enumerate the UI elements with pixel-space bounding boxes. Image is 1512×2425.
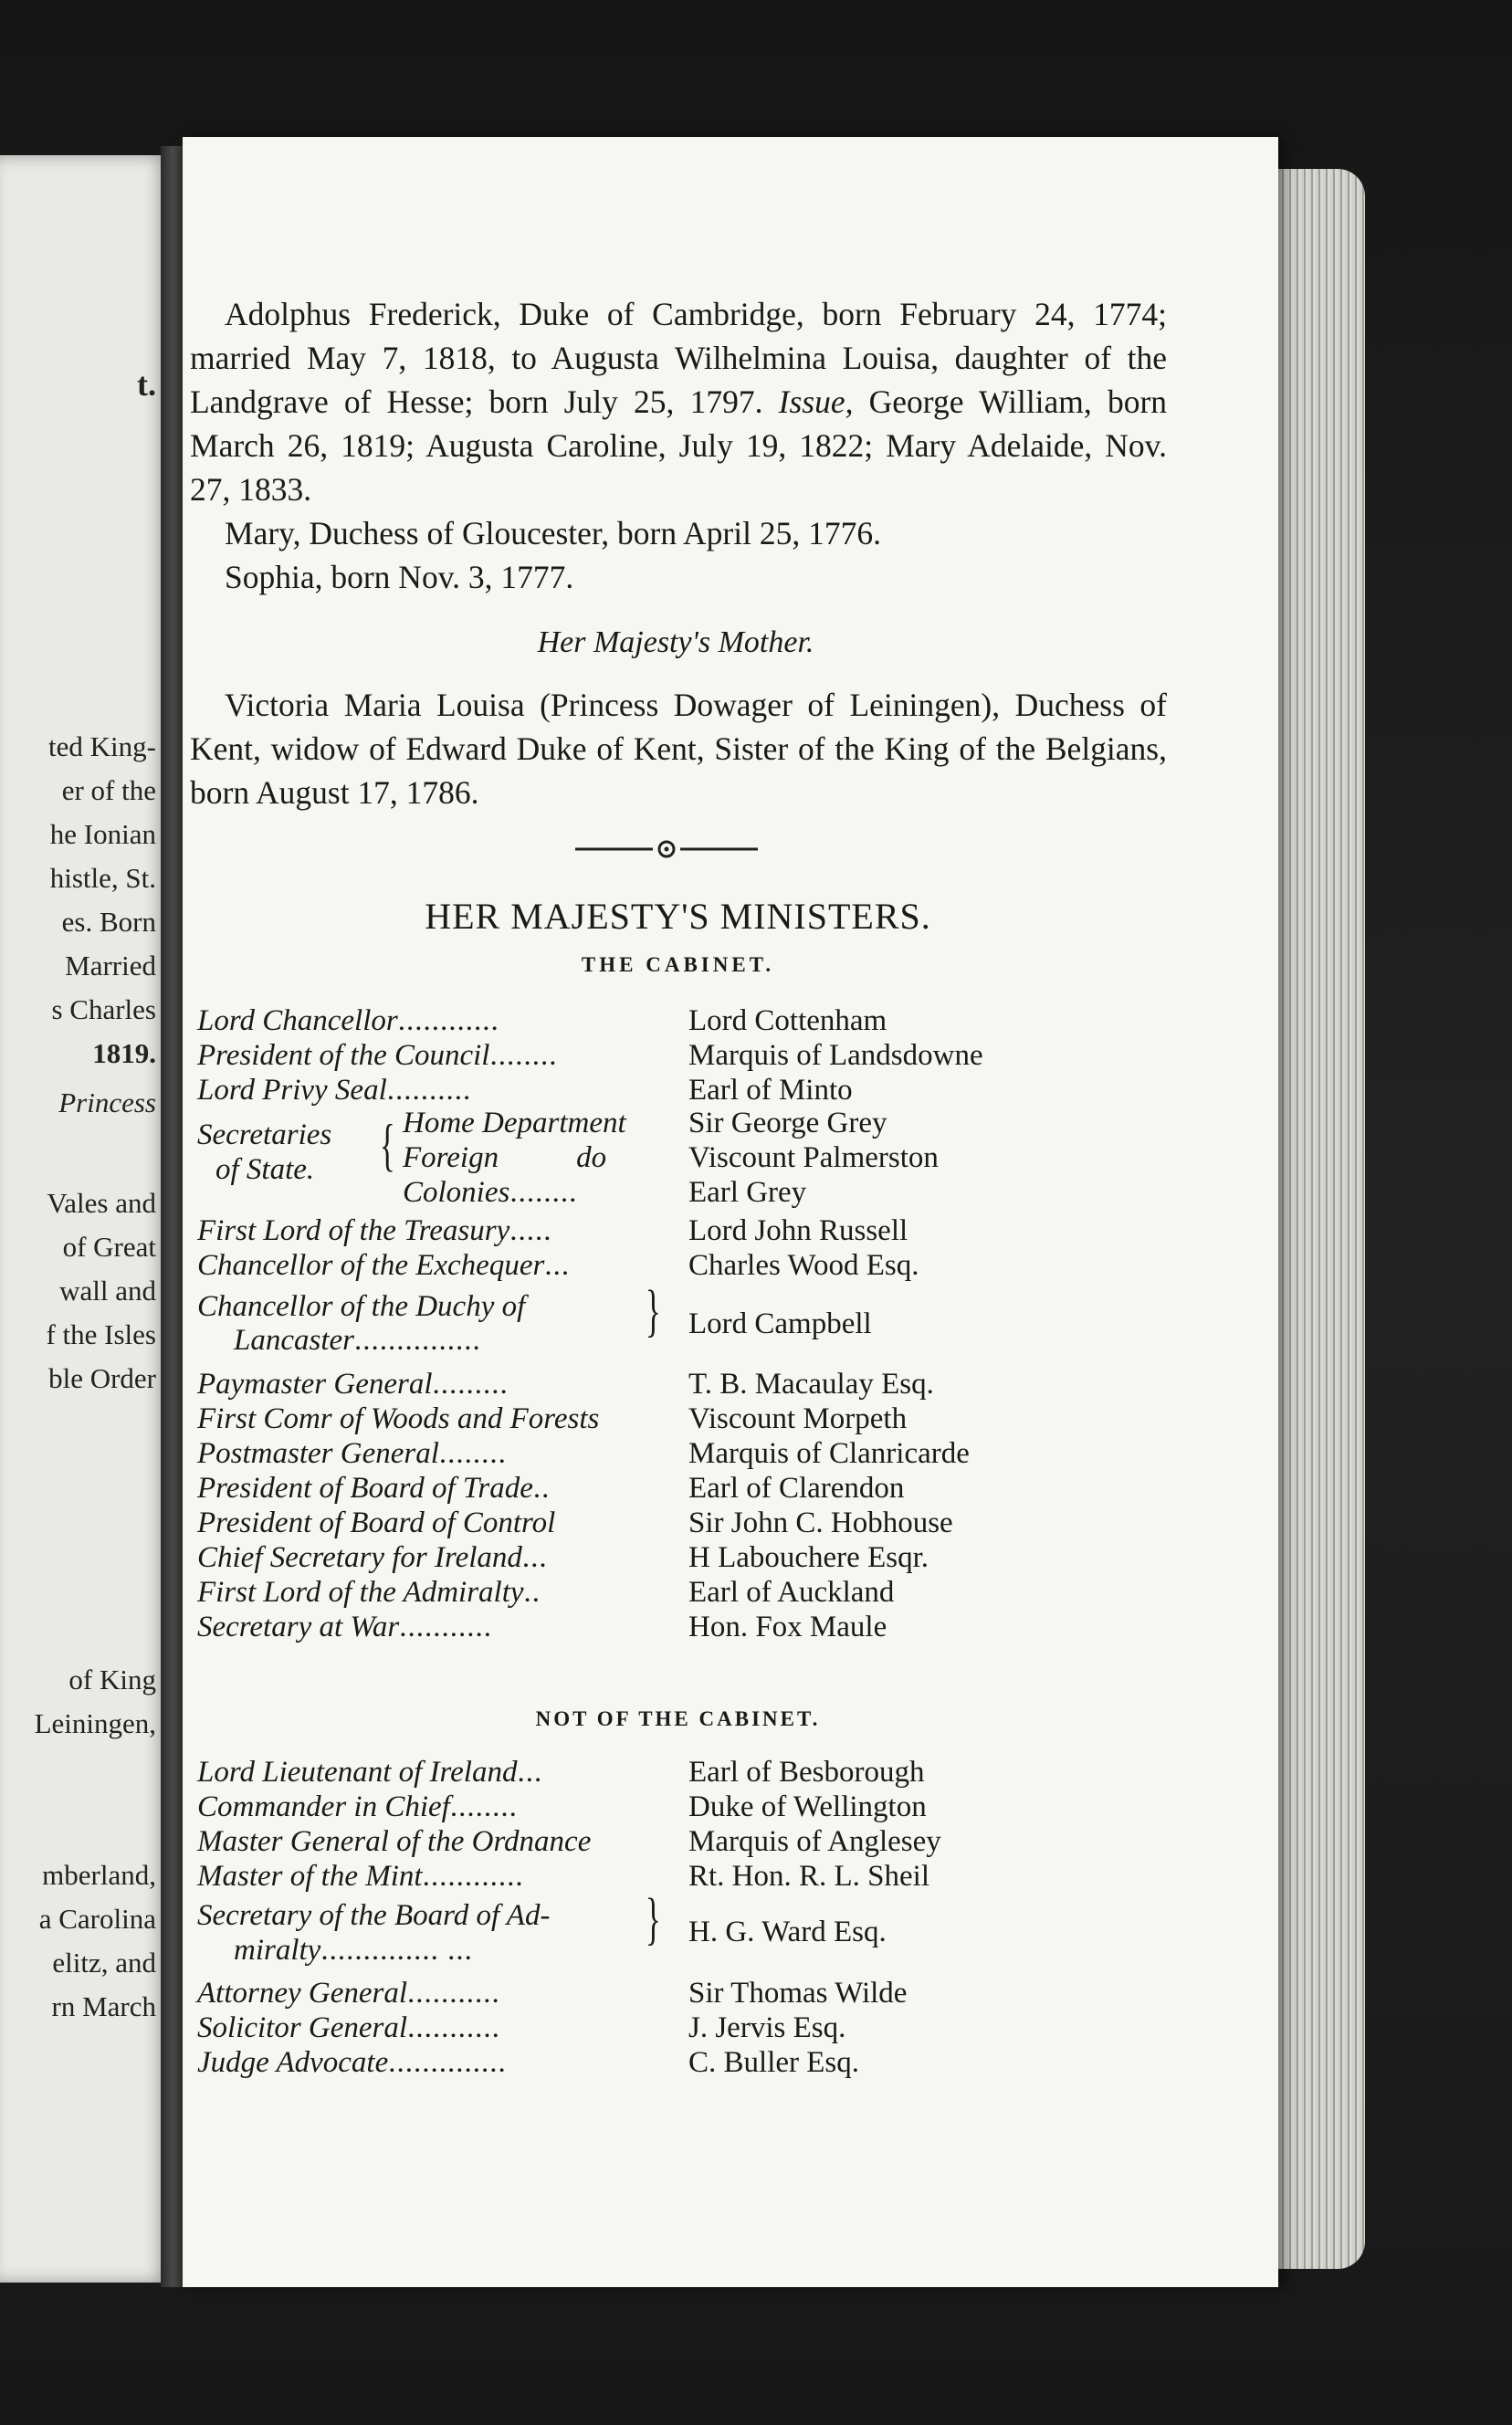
book-page xyxy=(183,137,1278,2287)
left-page-line: Vales and xyxy=(47,1187,156,1219)
leader-dots: .. xyxy=(532,1472,551,1505)
paragraph-duchess-of-kent xyxy=(190,683,1167,814)
cabinet-heading: THE CABINET. xyxy=(581,953,775,976)
secretaries-label-line1: Secretaries xyxy=(197,1118,332,1151)
office-holder: Viscount Morpeth xyxy=(688,1402,908,1435)
office-holder: Marquis of Clanricarde xyxy=(688,1437,970,1470)
office-holder: Earl of Minto xyxy=(688,1074,853,1107)
office-holder: Charles Wood Esq. xyxy=(688,1249,919,1282)
paragraph-mary xyxy=(190,511,1167,555)
cambridge-text: Adolphus Frederick, Duke of Cambridge, born February 24, 1774; married May 7, 1818, to Augusta Wilhelmina Louisa, daughter of the Landgrave of Hesse; born July 25, 1797. xyxy=(190,296,1167,420)
office-name: Secretary at War xyxy=(197,1611,400,1643)
brace: { xyxy=(645,1893,661,1958)
left-page-line: f the Isles xyxy=(46,1318,156,1350)
office-name: First Lord of the Treasury xyxy=(197,1214,510,1247)
office-holder: Lord John Russell xyxy=(688,1214,908,1247)
leader-dots: .............. xyxy=(388,2046,507,2079)
office-name: Lord Chancellor xyxy=(197,1004,398,1037)
brace: { xyxy=(645,1285,661,1349)
left-page-line: mberland, xyxy=(42,1859,156,1891)
non-cabinet-row xyxy=(197,1790,1183,1825)
office-name: Master General of the Ordnance xyxy=(197,1825,592,1858)
office-holder: Duke of Wellington xyxy=(688,1790,927,1823)
leader-dots: ........ xyxy=(449,1790,518,1823)
left-page-line: er of the xyxy=(61,774,156,806)
left-page-line: wall and xyxy=(59,1275,156,1307)
office-holder: J. Jervis Esq. xyxy=(688,2011,846,2044)
brace: { xyxy=(379,1112,395,1177)
office-name: President of the Council xyxy=(197,1039,490,1072)
office-name: Solicitor General xyxy=(197,2011,408,2044)
office-name: First Comr of Woods and Forests xyxy=(197,1402,600,1435)
office-holder: Rt. Hon. R. L. Sheil xyxy=(688,1860,930,1893)
cambridge-issue-text: George William, born March 26, 1819; Augusta Caroline, July 19, 1822; Mary Adelaide, Nov. 27, 1833. xyxy=(190,383,1168,508)
cabinet-row xyxy=(197,1576,1183,1611)
cabinet-row xyxy=(197,1214,1183,1249)
non-cabinet-row xyxy=(197,1825,1183,1860)
duchy-holder-row xyxy=(197,1307,1183,1342)
leader-dots: ............... xyxy=(354,1324,481,1357)
office-holder: H Labouchere Esqr. xyxy=(688,1541,929,1574)
left-page-line: a Carolina xyxy=(38,1903,156,1935)
leader-dots: .......... xyxy=(386,1074,472,1107)
cabinet-row xyxy=(197,1074,1183,1108)
leader-dots: ............ xyxy=(397,1004,499,1037)
paragraph-sophia xyxy=(190,555,1167,599)
left-page-line: histle, St. xyxy=(49,862,156,894)
cabinet-row xyxy=(197,1402,1183,1437)
ministers-title: HER MAJESTY'S MINISTERS. xyxy=(425,896,931,937)
left-page-line: ted King- xyxy=(48,730,156,762)
book-spine xyxy=(161,146,184,2287)
kent-text: Victoria Maria Louisa (Princess Dowager of Leiningen), Duchess of Kent, widow of Edward Duke of Kent, Sister of the King of the Belgians, born August 17, 1786. xyxy=(190,687,1167,811)
office-holder: T. B. Macaulay Esq. xyxy=(688,1368,934,1401)
leader-dots: ........ xyxy=(438,1437,507,1470)
office-name: Commander in Chief xyxy=(197,1790,450,1823)
leader-dots: ......... xyxy=(432,1368,509,1401)
office-name: Lord Lieutenant of Ireland xyxy=(197,1756,518,1789)
office-name: President of Board of Trade xyxy=(197,1472,533,1505)
left-page-line: of King xyxy=(68,1664,156,1695)
mary-text: Mary, Duchess of Gloucester, born April 25, 1776. xyxy=(225,515,881,551)
leader-dots: .............. ... xyxy=(320,1934,473,1967)
leader-dots: ........... xyxy=(407,1977,500,2010)
office-name-cont: miralty xyxy=(234,1934,321,1967)
left-page-line: Princess xyxy=(58,1087,156,1118)
office-holder: Earl Grey xyxy=(688,1176,807,1209)
office-holder: Hon. Fox Maule xyxy=(688,1611,887,1643)
leader-dots: ... xyxy=(544,1249,571,1282)
non-cabinet-row xyxy=(197,1860,1183,1895)
ditto-mark: do xyxy=(576,1141,607,1174)
secretary-row-foreign xyxy=(197,1141,1183,1176)
office-holder: C. Buller Esq. xyxy=(688,2046,859,2079)
cabinet-row xyxy=(197,1368,1183,1402)
non-cabinet-row xyxy=(197,1977,1183,2011)
office-holder: Earl of Besborough xyxy=(688,1756,925,1789)
left-page-line: Leiningen, xyxy=(34,1707,156,1739)
office-name: Attorney General xyxy=(197,1977,408,2010)
office-name: First Lord of the Admiralty xyxy=(197,1576,524,1609)
leader-dots: .. xyxy=(523,1576,541,1609)
office-name: Master of the Mint xyxy=(197,1860,423,1893)
office-name: Postmaster General xyxy=(197,1437,439,1470)
cabinet-row xyxy=(197,1611,1183,1645)
office-holder: Sir George Grey xyxy=(688,1107,887,1139)
leader-dots: ........ xyxy=(509,1176,578,1209)
cabinet-row xyxy=(197,1472,1183,1506)
paragraph-duke-of-cambridge xyxy=(190,292,1167,511)
office-holder: Viscount Palmerston xyxy=(688,1141,939,1174)
secretaries-label-line2: of State. xyxy=(215,1153,315,1186)
office-name: Chief Secretary for Ireland xyxy=(197,1541,522,1574)
leader-dots: ... xyxy=(521,1541,548,1574)
office-name: Chancellor of the Duchy of xyxy=(197,1290,526,1323)
office-name: Home Department xyxy=(403,1107,626,1139)
sophia-text: Sophia, born Nov. 3, 1777. xyxy=(225,559,574,595)
office-name: Secretary of the Board of Ad- xyxy=(197,1899,551,1932)
office-name-cont: Lancaster xyxy=(234,1324,354,1357)
office-holder: Earl of Clarendon xyxy=(688,1472,905,1505)
cabinet-row xyxy=(197,1437,1183,1472)
office-holder: Marquis of Anglesey xyxy=(688,1825,941,1858)
cabinet-row xyxy=(197,1249,1183,1284)
secretary-row-colonies xyxy=(197,1176,1183,1211)
issue-label: Issue, xyxy=(778,383,854,420)
cabinet-row xyxy=(197,1039,1183,1074)
left-page-line: s Charles xyxy=(51,993,156,1025)
office-name: Lord Privy Seal xyxy=(197,1074,387,1107)
page-edge xyxy=(1265,169,1365,2269)
left-page-line: es. Born xyxy=(61,906,156,938)
admiralty-holder-row xyxy=(197,1916,1183,1950)
non-cabinet-row xyxy=(197,2011,1183,2046)
office-name: Foreign xyxy=(403,1141,499,1174)
office-holder: Lord Cottenham xyxy=(688,1004,887,1037)
leader-dots: ........... xyxy=(399,1611,492,1643)
office-name: President of Board of Control xyxy=(197,1506,556,1539)
secretary-row-home xyxy=(197,1107,1183,1141)
ornament-divider xyxy=(566,835,767,863)
left-page-line: 1819. xyxy=(92,1037,156,1069)
office-holder: Lord Campbell xyxy=(688,1307,872,1340)
left-page-line: t. xyxy=(137,366,156,403)
office-holder: Sir Thomas Wilde xyxy=(688,1977,908,2010)
mother-heading: Her Majesty's Mother. xyxy=(537,625,814,659)
office-holder: Marquis of Landsdowne xyxy=(688,1039,983,1072)
office-name: Judge Advocate xyxy=(197,2046,389,2079)
left-page-line: he Ionian xyxy=(49,818,156,850)
cabinet-row xyxy=(197,1004,1183,1039)
left-page-line: of Great xyxy=(62,1231,156,1263)
left-page-line: rn March xyxy=(51,1990,156,2022)
non-cabinet-row xyxy=(197,1756,1183,1790)
office-holder: H. G. Ward Esq. xyxy=(688,1916,887,1948)
office-name: Colonies xyxy=(403,1176,510,1209)
leader-dots: ............ xyxy=(422,1860,524,1893)
left-page-line: elitz, and xyxy=(52,1947,156,1979)
leader-dots: ........... xyxy=(407,2011,500,2044)
non-cabinet-row xyxy=(197,2046,1183,2081)
office-name: Chancellor of the Exchequer xyxy=(197,1249,545,1282)
leader-dots: ... xyxy=(517,1756,543,1789)
office-name: Paymaster General xyxy=(197,1368,433,1401)
not-cabinet-heading: NOT OF THE CABINET. xyxy=(535,1707,821,1730)
cabinet-row xyxy=(197,1506,1183,1541)
leader-dots: ..... xyxy=(509,1214,552,1247)
left-facing-page xyxy=(0,155,169,2283)
left-page-line: Married xyxy=(65,950,156,982)
cabinet-row xyxy=(197,1541,1183,1576)
office-holder: Earl of Auckland xyxy=(688,1576,895,1609)
left-page-line: ble Order xyxy=(48,1362,156,1394)
office-holder: Sir John C. Hobhouse xyxy=(688,1506,953,1539)
leader-dots: ........ xyxy=(489,1039,558,1072)
